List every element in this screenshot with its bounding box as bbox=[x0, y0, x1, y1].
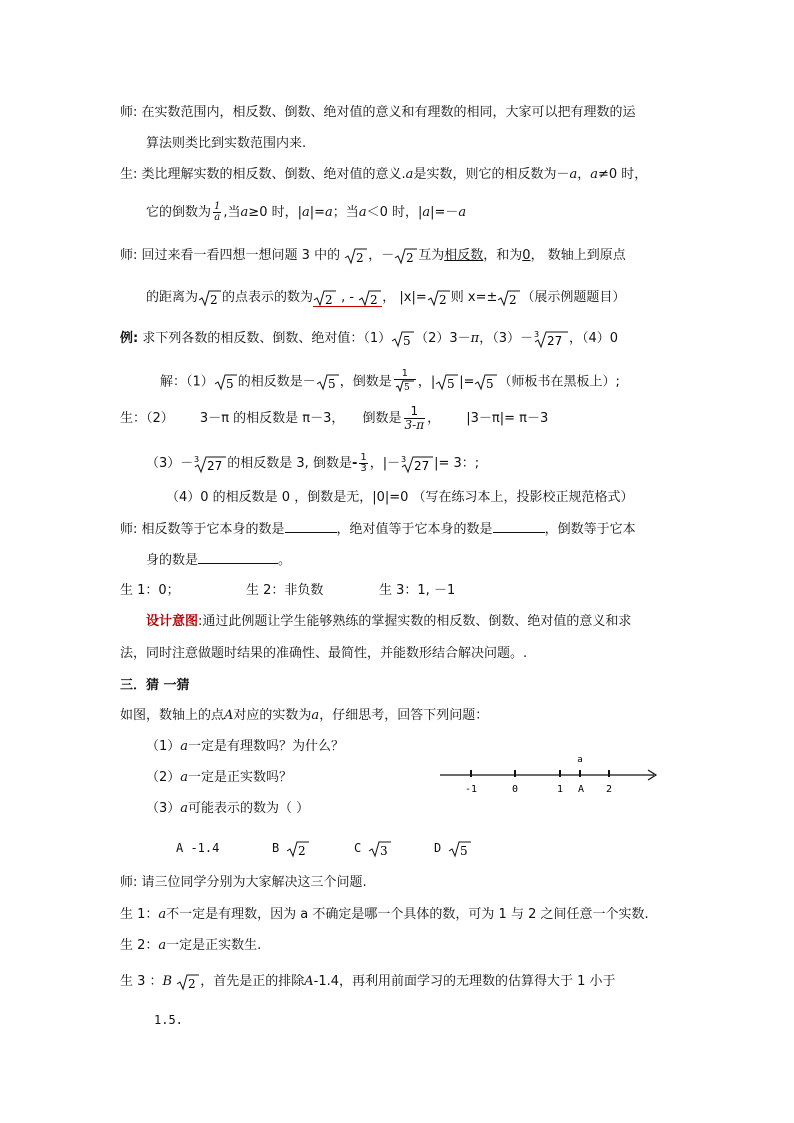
sqrt-2-radical bbox=[313, 289, 337, 307]
tick-label: 0 bbox=[511, 784, 519, 795]
sqrt-2-radical bbox=[358, 289, 382, 307]
para-text: （2）3－ bbox=[415, 331, 471, 346]
para-text: 相反数等于它本身的数是 bbox=[141, 522, 285, 537]
para-text: 求下列各数的相反数、倒数、绝对值：（1） bbox=[142, 331, 392, 346]
frac-den: 3-π bbox=[404, 418, 425, 432]
teacher-question bbox=[120, 520, 636, 539]
teacher-followup bbox=[120, 874, 367, 892]
para-text: （3）－ bbox=[146, 456, 194, 471]
var-a: a bbox=[240, 205, 249, 220]
para-text: 法，同时注意做题时结果的准确性、最简性，并能数形结合解决问题。. bbox=[120, 646, 528, 661]
question-1 bbox=[146, 738, 344, 756]
section-heading bbox=[120, 677, 190, 695]
var-a: a bbox=[458, 205, 467, 220]
student-3-answer bbox=[120, 971, 616, 993]
para-text: ≥0 时，| bbox=[248, 205, 302, 220]
root-index: 3 bbox=[194, 454, 200, 464]
frac-num: 1 bbox=[214, 201, 221, 212]
cube-root-27-radical bbox=[193, 454, 227, 474]
para-text: |3－π|= π－3 bbox=[466, 411, 549, 426]
speaker-label: 生：（2） bbox=[120, 411, 174, 426]
para-text: 在实数范围内，相反数、倒数、绝对值的意义和有理数的相同，大家可以把有理数的运 bbox=[141, 105, 636, 120]
speaker-label: 生 3 ： bbox=[120, 974, 163, 989]
para-text: 算法则类比到实数范围内来. bbox=[146, 136, 307, 151]
sqrt-2-radical bbox=[427, 289, 451, 307]
fraction-1-over-a bbox=[213, 202, 221, 223]
var-A: A bbox=[304, 974, 314, 989]
teacher-para-1-cont bbox=[146, 135, 306, 153]
frac-den bbox=[394, 380, 416, 395]
para-text: ，（3）－ bbox=[479, 331, 533, 346]
tick-label: 1 bbox=[556, 784, 564, 795]
fraction-1-over-3 bbox=[359, 453, 367, 474]
answer-blank[interactable] bbox=[198, 551, 278, 564]
para-text: 一定是正实数生. bbox=[166, 938, 262, 953]
sqrt-2-radical bbox=[286, 840, 310, 858]
frac-den: 3 bbox=[360, 463, 367, 474]
para-text: ＜0 时，| bbox=[366, 205, 423, 220]
para-text: 可能表示的数为（ ） bbox=[188, 801, 310, 816]
para-text: （2） bbox=[146, 770, 181, 785]
para-text: 解：（1） bbox=[160, 374, 214, 390]
speaker-label: 生 1： bbox=[120, 907, 159, 922]
var-a: a bbox=[180, 801, 189, 816]
answer-3: 生 3：1, －1 bbox=[379, 583, 456, 598]
para-text: （展示例题题目） bbox=[521, 290, 626, 305]
sqrt-5-radical bbox=[435, 373, 459, 391]
underlined-answer: 相反数 bbox=[444, 248, 484, 263]
para-text: 如图，数轴上的点 bbox=[120, 708, 225, 723]
para-text: :通过此例题让学生能够熟练的掌握实数的相反数、倒数、绝对值的意义和求 bbox=[198, 614, 632, 629]
radicand: 2 bbox=[509, 292, 518, 307]
radicand: 5 bbox=[327, 377, 336, 391]
para-text: ， 数轴上到原点 bbox=[530, 248, 626, 263]
speaker-label: 师: bbox=[120, 105, 138, 120]
para-text: 3－π 的相反数是 π－3， bbox=[199, 411, 345, 426]
radicand: 2 bbox=[188, 976, 196, 991]
student-3-answer-cont bbox=[154, 1011, 183, 1029]
var-a: a bbox=[311, 708, 320, 723]
para-text: ，倒数是 bbox=[339, 374, 392, 390]
var-a: a bbox=[422, 205, 431, 220]
cube-root-27-radical bbox=[400, 454, 434, 474]
var-a: a bbox=[180, 739, 189, 754]
options-row bbox=[176, 838, 469, 858]
radicand: 5 bbox=[403, 383, 410, 392]
sqrt-2-radical bbox=[176, 973, 200, 991]
para-text: 对应的实数为 bbox=[233, 708, 312, 723]
guess-intro bbox=[120, 707, 488, 725]
var-a: a bbox=[405, 167, 414, 182]
design-intent bbox=[146, 613, 631, 631]
para-text: ，|－ bbox=[369, 456, 401, 471]
option-c bbox=[354, 838, 392, 858]
para-text: 倒数是 bbox=[362, 411, 402, 426]
para-text: ， |x|= bbox=[382, 290, 427, 305]
teacher-question-cont bbox=[146, 551, 291, 570]
radicand: 2 bbox=[370, 292, 378, 307]
radicand: 3 bbox=[380, 843, 389, 858]
var-B: B bbox=[162, 974, 173, 989]
para-text: 类比理解实数的相反数、倒数、绝对值的意义. bbox=[141, 167, 406, 182]
para-text: 的相反数是 3, 倒数是 bbox=[227, 456, 352, 471]
para-text: 。 bbox=[278, 553, 292, 568]
para-text: 回过来看一看四想一想问题 3 中的 bbox=[141, 248, 341, 263]
section-title: 三．猜 一猜 bbox=[120, 678, 190, 693]
student-1-answer bbox=[120, 906, 649, 924]
tick-label: A bbox=[577, 784, 585, 795]
sqrt-5-radical bbox=[448, 840, 472, 858]
student-para-2-cont bbox=[146, 201, 466, 225]
solution-3 bbox=[146, 452, 479, 476]
para-text: （师板书在黑板上）; bbox=[498, 374, 620, 390]
root-index: 3 bbox=[401, 454, 407, 464]
fraction-1-over-3-minus-pi bbox=[404, 405, 426, 432]
student-2-answer bbox=[120, 937, 261, 955]
answer-1: 生 1：0； bbox=[120, 583, 180, 598]
var-a: a bbox=[325, 205, 333, 220]
frac-num: 1 bbox=[404, 405, 426, 419]
option-d bbox=[434, 838, 472, 858]
student-answers bbox=[120, 582, 456, 600]
var-A: A bbox=[224, 708, 234, 723]
point-label-a: a bbox=[577, 755, 583, 765]
para-text: |= bbox=[309, 205, 326, 220]
design-intent-cont bbox=[120, 645, 527, 663]
radicand: 5 bbox=[225, 377, 234, 391]
speaker-label: 师: bbox=[120, 522, 138, 537]
cube-root-27-radical bbox=[533, 329, 569, 349]
para-text: 的相反数是－ bbox=[237, 374, 316, 390]
underlined-answer: 0 bbox=[522, 248, 531, 263]
solution-1 bbox=[160, 369, 620, 396]
para-text: 的距离为 bbox=[146, 290, 199, 305]
para-text: |=－ bbox=[430, 205, 459, 220]
para-text: ，倒数等于它本 bbox=[544, 522, 636, 537]
para-text: ， bbox=[577, 167, 591, 182]
tick-label: 2 bbox=[605, 784, 613, 795]
var-a: a bbox=[301, 205, 310, 220]
para-text: ，绝对值等于它本身的数是 bbox=[336, 522, 493, 537]
sqrt-2-radical bbox=[394, 247, 418, 265]
radicand: 27 bbox=[207, 458, 223, 473]
para-text: ；当 bbox=[332, 205, 359, 220]
radicand: 2 bbox=[356, 250, 364, 265]
option-letter: B bbox=[272, 841, 280, 855]
speaker-label: 生: bbox=[120, 167, 138, 182]
option-letter: C bbox=[354, 841, 362, 855]
sqrt-5-radical bbox=[395, 380, 415, 392]
para-text: （3） bbox=[146, 801, 181, 816]
solution-4 bbox=[166, 489, 634, 507]
radicand: 27 bbox=[547, 333, 563, 348]
radicand: 2 bbox=[406, 250, 414, 265]
var-a: a bbox=[180, 770, 189, 785]
teacher-para-1 bbox=[120, 104, 636, 122]
para-text: 身的数是 bbox=[146, 553, 199, 568]
para-text: ，和为 bbox=[483, 248, 523, 263]
question-3 bbox=[146, 800, 309, 818]
para-text: , - bbox=[337, 290, 359, 305]
para-text: 不一定是有理数，因为 a 不确定是哪一个具体的数，可为 1 与 2 之间任意一个实数. bbox=[166, 907, 649, 922]
var-a: a bbox=[358, 205, 367, 220]
var-a: a bbox=[569, 167, 578, 182]
fraction-1-over-sqrt5 bbox=[394, 369, 416, 395]
para-text: ，仔细思考，回答下列问题： bbox=[319, 708, 489, 723]
student-para-2 bbox=[120, 166, 647, 184]
radicand: 2 bbox=[298, 843, 307, 858]
sqrt-2-radical bbox=[497, 289, 521, 307]
sqrt-5-radical bbox=[214, 373, 238, 391]
sqrt-5-radical bbox=[391, 330, 415, 348]
answer-blank[interactable] bbox=[285, 520, 337, 533]
sqrt-2-radical bbox=[344, 247, 368, 265]
frac-num: 1 bbox=[394, 369, 416, 380]
para-text: ≠0 时， bbox=[598, 167, 648, 182]
teacher-para-3-cont bbox=[146, 287, 625, 309]
para-text: 它的倒数为 bbox=[146, 205, 212, 220]
para-text: 一定是正实数吗？ bbox=[188, 770, 293, 785]
question-2 bbox=[146, 769, 292, 787]
para-text: 一定是有理数吗？为什么？ bbox=[188, 739, 345, 754]
para-text: 1.5. bbox=[154, 1013, 183, 1027]
option-b bbox=[272, 838, 310, 858]
speaker-label: 生 2： bbox=[120, 938, 159, 953]
para-text: ，| bbox=[417, 374, 436, 390]
var-a: a bbox=[158, 938, 167, 953]
underlined-answer bbox=[313, 290, 382, 307]
radicand: 5 bbox=[460, 843, 469, 858]
radicand: 5 bbox=[486, 377, 495, 391]
sqrt-3-radical bbox=[368, 840, 392, 858]
intent-label: 设计意图 bbox=[146, 614, 199, 629]
para-text: 则 x=± bbox=[450, 290, 498, 305]
answer-blank[interactable] bbox=[493, 520, 545, 533]
radicand: 27 bbox=[414, 458, 430, 473]
para-text: 的点表示的数为 bbox=[222, 290, 314, 305]
radicand: 2 bbox=[210, 292, 218, 307]
radicand: 5 bbox=[403, 333, 411, 348]
var-a: a bbox=[158, 907, 167, 922]
speaker-label: 师: bbox=[120, 875, 138, 890]
frac-num: 1 bbox=[360, 452, 367, 463]
minus-sign: - bbox=[351, 456, 358, 471]
answer-2: 生 2：非负数 bbox=[246, 583, 324, 598]
para-text: （4）0 的相反数是 0 ，倒数是无，|0|=0 （写在练习本上，投影校正规范格式） bbox=[166, 490, 634, 505]
frac-den: a bbox=[214, 212, 221, 223]
para-text: -1.4，再利用前面学习的无理数的估算得大于 1 小于 bbox=[313, 974, 616, 989]
tick-label: -1 bbox=[464, 784, 478, 795]
example-label: 例: bbox=[120, 331, 139, 346]
radicand: 2 bbox=[325, 292, 333, 307]
sqrt-5-radical bbox=[316, 373, 340, 391]
para-text: |= bbox=[459, 374, 475, 390]
solution-2 bbox=[120, 404, 548, 434]
root-index: 3 bbox=[534, 329, 540, 339]
radicand: 5 bbox=[447, 377, 455, 391]
para-text: ，首先是正的排除 bbox=[200, 974, 305, 989]
option-a: A -1.4 bbox=[176, 841, 220, 855]
para-text: 是实数，则它的相反数为－ bbox=[413, 167, 570, 182]
para-text: |= 3：; bbox=[434, 456, 480, 471]
para-text: ， bbox=[427, 411, 441, 426]
teacher-para-3 bbox=[120, 245, 626, 267]
sqrt-2-radical bbox=[198, 289, 222, 307]
var-a: a bbox=[590, 167, 598, 182]
para-text: （1） bbox=[146, 739, 181, 754]
para-text: ，（4）0 bbox=[569, 331, 619, 346]
pi-symbol: π bbox=[470, 331, 480, 346]
para-text: ，－ bbox=[368, 248, 395, 263]
para-text: 请三位同学分别为大家解决这三个问题. bbox=[141, 875, 367, 890]
example-line bbox=[120, 328, 618, 350]
number-line bbox=[436, 750, 666, 800]
radicand: 2 bbox=[438, 292, 447, 307]
sqrt-5-radical bbox=[474, 373, 498, 391]
para-text: ,当 bbox=[223, 205, 241, 220]
option-letter: D bbox=[434, 841, 442, 855]
speaker-label: 师: bbox=[120, 248, 138, 263]
para-text: 互为 bbox=[418, 248, 445, 263]
